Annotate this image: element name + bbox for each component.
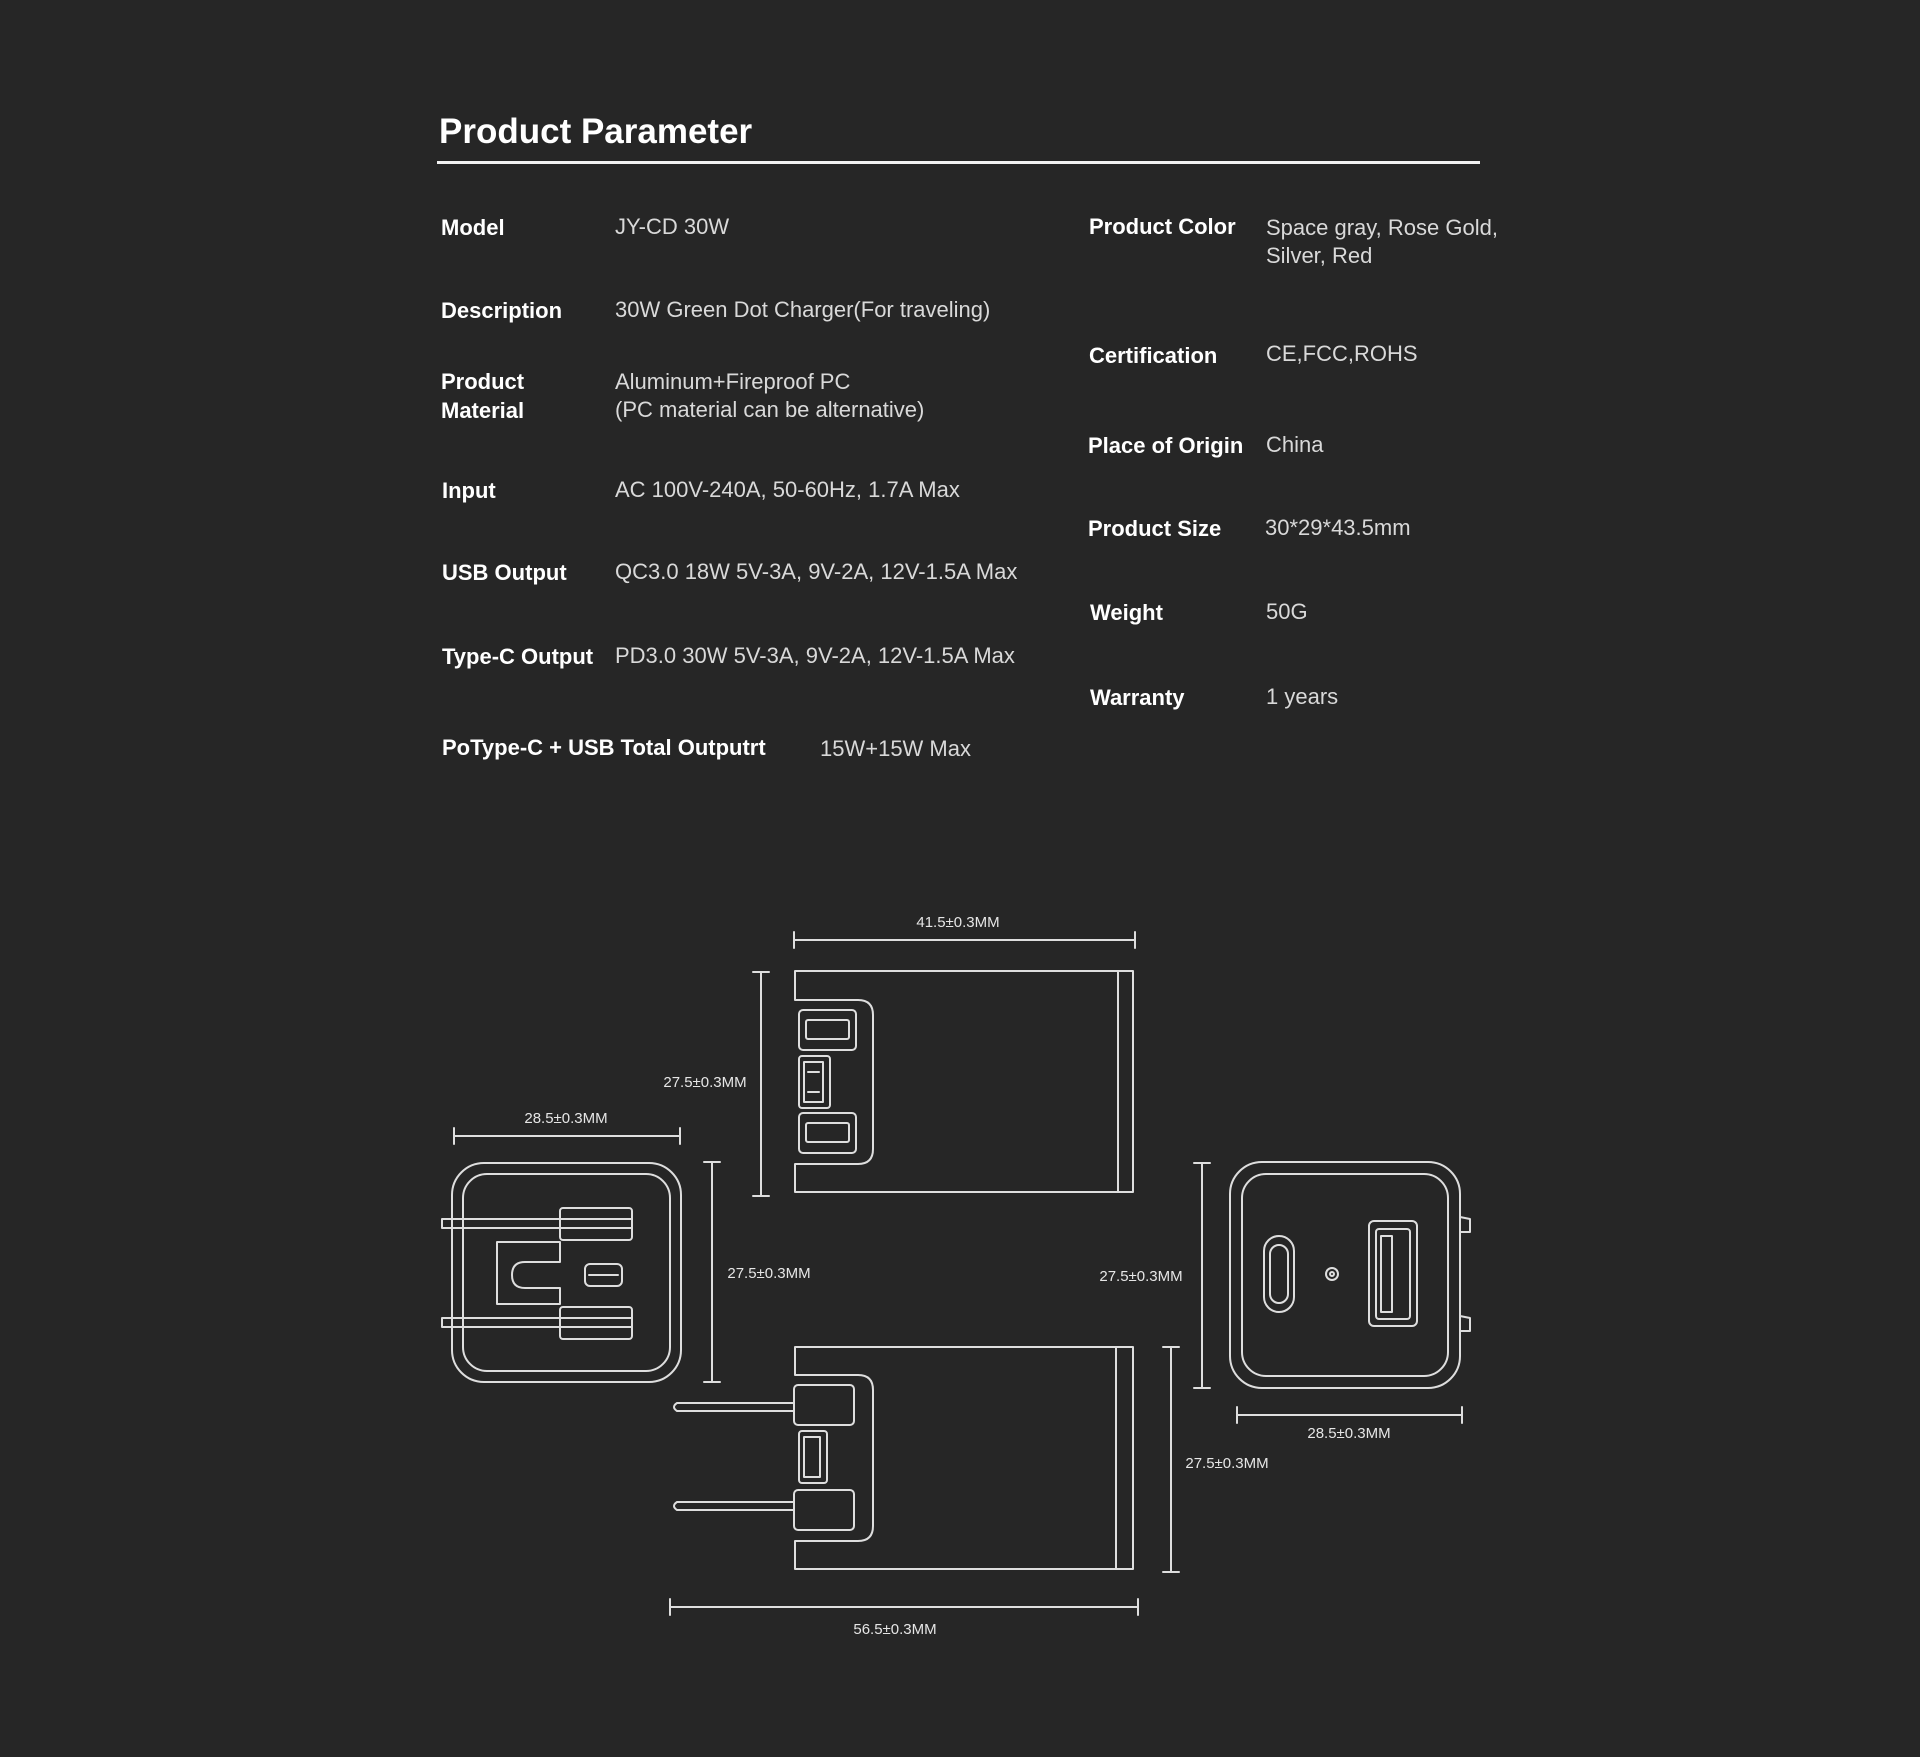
- param-value-description: 30W Green Dot Charger(For traveling): [615, 297, 991, 322]
- dim-label-bottom-height: 27.5±0.3MM: [1185, 1455, 1269, 1472]
- right-height-dimension: [1194, 1163, 1210, 1388]
- param-value-material-line2: (PC material can be alternative): [615, 397, 925, 422]
- page-title: Product Parameter: [439, 112, 753, 151]
- top-view: [795, 971, 1133, 1192]
- front-view: [1230, 1162, 1470, 1388]
- param-value-total-output: 15W+15W Max: [820, 736, 971, 761]
- left-height-dimension: [704, 1162, 720, 1382]
- left-view: [442, 1163, 681, 1382]
- dim-label-right-height: 27.5±0.3MM: [1099, 1268, 1183, 1285]
- dim-label-right-width: 28.5±0.3MM: [1307, 1425, 1391, 1442]
- param-label-warranty: Warranty: [1090, 685, 1185, 710]
- param-value-color-line2: Silver, Red: [1266, 243, 1373, 268]
- dim-label-left-height: 27.5±0.3MM: [727, 1265, 811, 1282]
- param-value-material-line1: Aluminum+Fireproof PC: [615, 369, 851, 394]
- param-value-weight: 50G: [1266, 599, 1308, 624]
- bottom-view: [674, 1347, 1133, 1569]
- param-label-input: Input: [442, 478, 496, 503]
- indicator-led: [1326, 1268, 1338, 1280]
- param-label-origin: Place of Origin: [1088, 433, 1244, 458]
- param-label-usb-output: USB Output: [442, 560, 567, 585]
- param-label-description: Description: [441, 298, 563, 323]
- param-value-typec-output: PD3.0 30W 5V-3A, 9V-2A, 12V-1.5A Max: [615, 643, 1015, 668]
- bottom-width-dimension: [670, 1599, 1138, 1615]
- param-value-color-line1: Space gray, Rose Gold,: [1266, 215, 1498, 240]
- top-width-dimension: [794, 932, 1135, 948]
- param-label-material-line1: Product: [441, 369, 525, 394]
- param-label-size: Product Size: [1088, 516, 1222, 541]
- param-value-size: 30*29*43.5mm: [1265, 515, 1411, 540]
- param-label-model: Model: [441, 215, 505, 240]
- bottom-height-dimension: [1163, 1347, 1179, 1572]
- right-width-dimension: [1237, 1407, 1462, 1423]
- param-label-weight: Weight: [1090, 600, 1163, 625]
- param-value-warranty: 1 years: [1266, 684, 1339, 709]
- top-height-dimension: [753, 972, 769, 1196]
- dim-label-top-height: 27.5±0.3MM: [663, 1074, 747, 1091]
- usb-c-port: [1264, 1236, 1294, 1312]
- param-value-usb-output: QC3.0 18W 5V-3A, 9V-2A, 12V-1.5A Max: [615, 559, 1018, 584]
- left-width-dimension: [454, 1128, 680, 1144]
- dim-label-bottom-width: 56.5±0.3MM: [853, 1621, 937, 1638]
- param-label-material-line2: Material: [441, 398, 525, 423]
- param-value-model: JY-CD 30W: [615, 214, 730, 239]
- param-label-total-output: PoType-C + USB Total Outputrt: [442, 735, 766, 760]
- param-label-color: Product Color: [1089, 214, 1236, 239]
- param-label-certification: Certification: [1089, 343, 1218, 368]
- dim-label-left-width: 28.5±0.3MM: [524, 1110, 608, 1127]
- param-value-certification: CE,FCC,ROHS: [1266, 341, 1418, 366]
- param-value-input: AC 100V-240A, 50-60Hz, 1.7A Max: [615, 477, 960, 502]
- param-label-typec-output: Type-C Output: [442, 644, 594, 669]
- param-value-origin: China: [1266, 432, 1324, 457]
- dim-label-top-width: 41.5±0.3MM: [916, 914, 1000, 931]
